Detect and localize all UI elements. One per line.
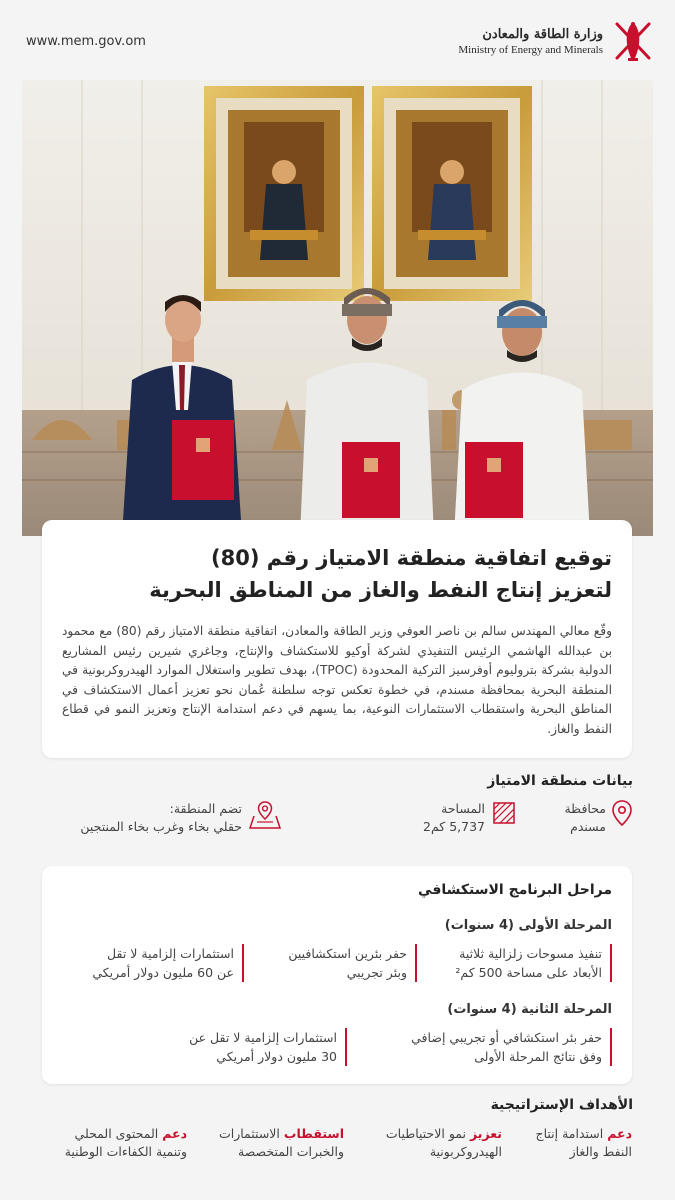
area-label: المساحة	[441, 801, 485, 816]
fields-label: تضم المنطقة:	[169, 801, 242, 816]
ministry-name-ar: وزارة الطاقة والمعادن	[482, 26, 603, 42]
article-title-line-2: لتعزيز إنتاج النفط والغاز من المناطق البحرية	[149, 578, 612, 602]
map-location-icon	[248, 800, 282, 830]
ministry-name-en: Ministry of Energy and Minerals	[458, 43, 603, 56]
goal-item: دعم استدامة إنتاج النفط والغاز	[535, 1126, 632, 1159]
area-icon	[491, 800, 517, 826]
area-value: 5,737 كم2	[423, 819, 485, 834]
location-pin-icon	[612, 800, 632, 826]
oman-emblem-icon	[611, 18, 655, 64]
phase-2-item-investment: استثمارات إلزامية لا تقل عن 30 مليون دولار أمريكي	[189, 1028, 347, 1066]
area-item	[423, 800, 517, 836]
fields-item	[80, 800, 282, 836]
governorate-label: محافظة	[564, 801, 606, 816]
website-url[interactable]: www.mem.gov.om	[26, 34, 146, 49]
phase-1-item-wells: حفر بئرين استكشافيين وبئر تجريبي	[288, 944, 417, 982]
phase-1-title: المرحلة الأولى (4 سنوات)	[444, 918, 612, 933]
concession-section-title: بيانات منطقة الامتياز	[487, 773, 633, 789]
goal-item: استقطاب الاستثمارات والخبرات المتخصصة	[218, 1126, 344, 1159]
article-title-line-1: توقيع اتفاقية منطقة الامتياز رقم (80)	[210, 546, 612, 570]
goal-item: تعزيز نمو الاحتياطيات الهيدروكربونية	[385, 1126, 502, 1159]
signing-ceremony-photo	[22, 80, 653, 536]
portrait-right	[372, 86, 532, 301]
governorate-value: مسندم	[570, 819, 606, 834]
goals-row	[42, 1125, 632, 1175]
article-card	[42, 520, 632, 758]
concession-data-row	[42, 800, 632, 860]
goals-section-title: الأهداف الإستراتيجية	[490, 1097, 633, 1113]
program-title: مراحل البرنامج الاستكشافي	[418, 882, 612, 898]
phase-2-item-well: حفر بئر استكشافي أو تجريبي إضافي وفق نتائج المرحلة الأولى	[411, 1028, 612, 1066]
phase-1-item-investment: استثمارات إلزامية لا تقل عن 60 مليون دولار أمريكي	[92, 944, 244, 982]
fields-value: حقلي بخاء وغرب بخاء المنتجين	[80, 819, 242, 834]
ministry-logo	[458, 18, 655, 64]
page-header	[0, 0, 675, 78]
article-body: وقّع معالي المهندس سالم بن ناصر العوفي وزير الطاقة والمعادن، اتفاقية منطقة الامتياز رقم (80) مع محمود بن عبدالله الهاشمي الرئيس التنفيذي لشركة أوكيو للاستكشاف والإنتاج، وجاغري شيرين رئيس المشاريع الدولية بشركة بتروليوم أوفرسيز التركية المحدودة (TPOC)، بهدف تطوير واستغلال الموارد الهيدروكربونية في المنطقة البحرية بمحافظة مسندم، في خطوة تعكس توجه سلطنة عُمان نحو تعزيز أعمال الاستكشاف في المناطق البحرية واستقطاب الاستثمارات النوعية، بما يسهم في دعم استدامة الإنتاج وتعزيز النمو في قطاع النفط والغاز.	[62, 624, 612, 736]
portrait-left	[204, 86, 364, 301]
exploration-program-card	[42, 866, 632, 1084]
goal-item: دعم المحتوى المحلي وتنمية الكفاءات الوطنية	[64, 1126, 187, 1159]
phase-2-title: المرحلة الثانية (4 سنوات)	[447, 1002, 612, 1017]
governorate-item	[564, 800, 632, 836]
phase-1-item-seismic: تنفيذ مسوحات زلزالية ثلاثية الأبعاد على مساحة 500 كم²	[455, 944, 612, 982]
